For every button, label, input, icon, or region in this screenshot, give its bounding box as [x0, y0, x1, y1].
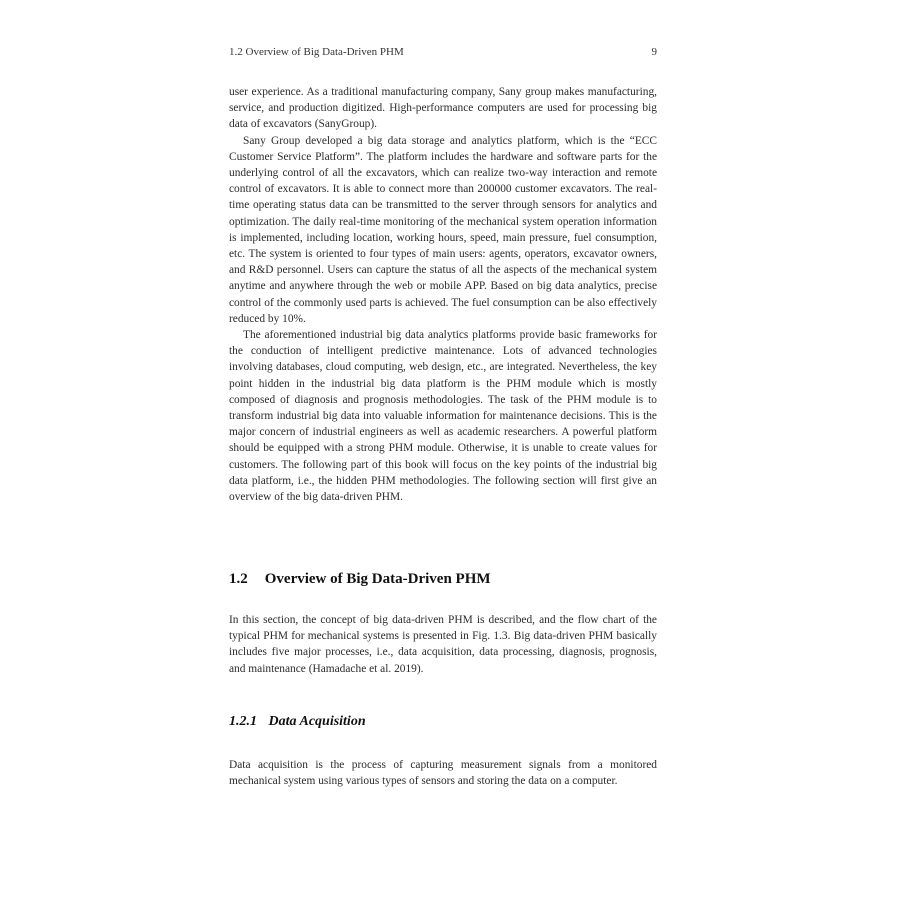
paragraph-phm-module: The aforementioned industrial big data analytics platforms provide basic frameworks for the conduction of intelligent predictive maintenance. Lots of advanced technologies involving databases, cloud computing, web design, etc., are integrated. Nevertheless, the key point hidden in the industrial big data platform is the PHM module which is mostly composed of diagnosis and prognosis methodologies. The task of the PHM module is to transform industrial big data into valuable information for maintenance decisions. This is the major concern of industrial engineers as well as academic researchers. A powerful platform should be equipped with a strong PHM module. Otherwise, it is unable to create values for customers. The following part of this book will focus on the key points of the industrial big data platform, i.e., the hidden PHM methodologies. The following section will first give an overview of the big data-driven PHM. [229, 329, 657, 504]
section-paragraph: In this section, the concept of big data-driven PHM is described, and the flow chart of the typical PHM for mechanical systems is presented in Fig. 1.3. Big data-driven PHM basically includes five major processes, i.e., data acquisition, data processing, diagnosis, prognosis, and maintenance (Hamadache et al. 2019). [229, 614, 657, 675]
running-head [229, 46, 657, 62]
body-text [229, 84, 657, 505]
page-number: 9 [651, 46, 657, 58]
section-title: Overview of Big Data-Driven PHM [264, 571, 491, 587]
section-number: 1.2 [229, 571, 248, 587]
subsection-heading [229, 714, 657, 730]
running-title: 1.2 Overview of Big Data-Driven PHM [229, 46, 404, 58]
subsection-paragraph: Data acquisition is the process of capturing measurement signals from a monitored mechanical system using various types of sensors and storing the data on a computer. [229, 759, 657, 788]
subsection-number: 1.2.1 [229, 714, 257, 729]
paragraph-sany-platform: Sany Group developed a big data storage and analytics platform, which is the “ECC Customer Service Platform”. The platform includes the hardware and software parts for the underlying control of all the excavators, which can realize two-way interaction and remote control of excavators. It is able to connect more than 200000 customer excavators. The real-time operating status data can be transmitted to the server through sensors for analytics and optimization. The daily real-time monitoring of the mechanical system operation information is implemented, including location, working hours, speed, main pressure, fuel consumption, etc. The system is oriented to four types of main users: agents, operators, excavator owners, and R&D personnel. Users can capture the status of all the aspects of the mechanical system anytime and anywhere through the web or mobile APP. Based on big data analytics, precise control of the commonly used parts is achieved. The fuel consumption can be also effectively reduced by 10%. [229, 134, 657, 325]
subsection-title: Data Acquisition [268, 714, 366, 729]
section-heading [229, 571, 657, 588]
paragraph-continuation: user experience. As a traditional manufacturing company, Sany group makes manufacturing, service, and production digitized. High-performance computers are used for processing big data of excavators (SanyGroup). [229, 86, 657, 131]
